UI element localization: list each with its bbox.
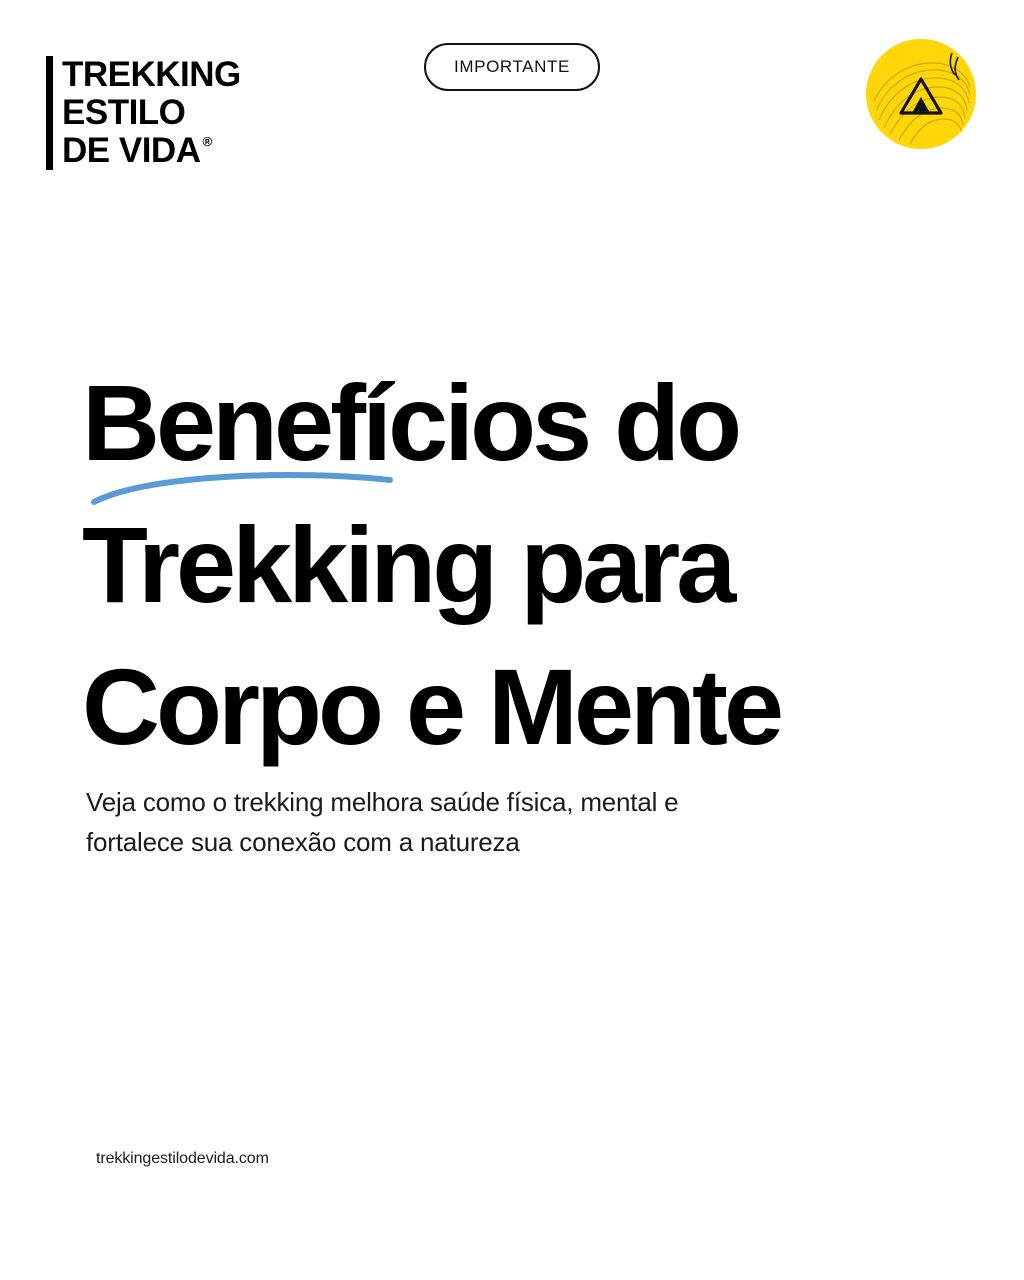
- important-badge-label: IMPORTANTE: [454, 57, 570, 76]
- headline-line-1: Benefícios do: [82, 362, 739, 483]
- page-title: [82, 352, 962, 778]
- brand-logo-bar: [46, 56, 53, 170]
- subtitle-line-1: Veja como o trekking melhora saúde física, mental e: [86, 787, 679, 817]
- brand-logo: [46, 56, 241, 170]
- brand-line-3-wrap: [62, 132, 241, 170]
- brand-line-2: ESTILO: [62, 93, 186, 132]
- registered-mark: ®: [202, 134, 212, 149]
- brand-logo-text: [62, 56, 241, 170]
- important-badge: [424, 43, 600, 91]
- headline-line-3: Corpo e Mente: [82, 646, 781, 767]
- headline-line-2: Trekking para: [82, 504, 733, 625]
- footer-website-url: trekkingestilodevida.com: [96, 1150, 269, 1167]
- subtitle-line-2: fortalece sua conexão com a natureza: [86, 827, 520, 857]
- page-subtitle: [86, 782, 896, 862]
- brand-line-1: TREKKING: [62, 55, 241, 94]
- brand-line-3: DE VIDA: [62, 131, 201, 170]
- mountain-topography-badge-icon: [866, 39, 976, 149]
